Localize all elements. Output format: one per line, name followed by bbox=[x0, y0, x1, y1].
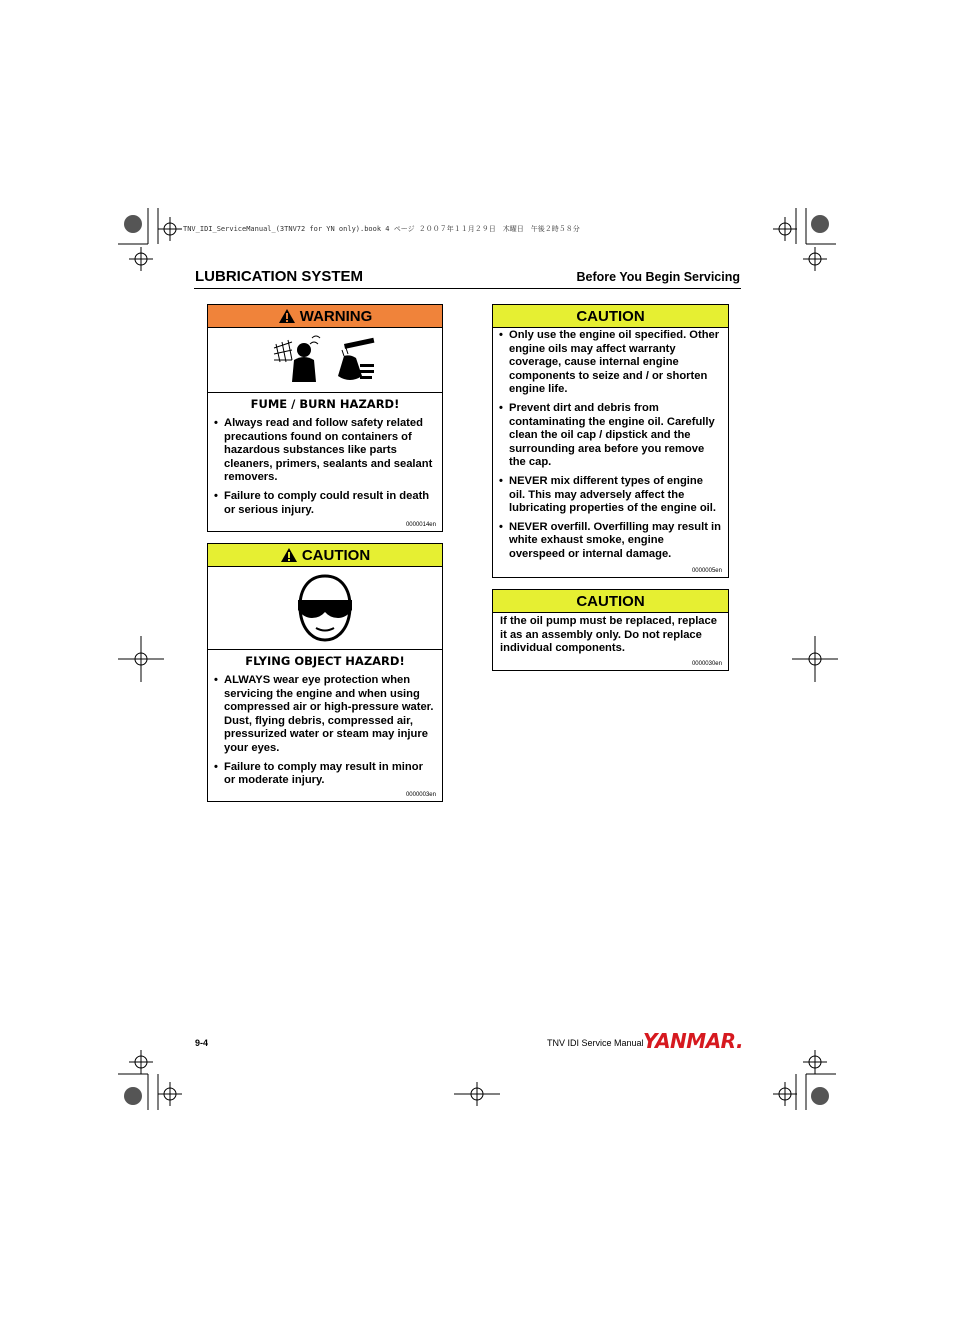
subsection-title: Before You Begin Servicing bbox=[576, 270, 740, 284]
caution-text: If the oil pump must be replaced, replace it as an assembly only. Do not replace individual components. bbox=[500, 615, 717, 655]
list-item: • NEVER overfill. Overfilling may result in white exhaust smoke, engine overspeed or internal damage. bbox=[509, 521, 722, 562]
list-item: • ALWAYS wear eye protection when servicing the engine and when using compressed air or high-pressure water. Dust, flying debris, compressed air, pressurized water or steam may injure your eyes. bbox=[224, 674, 436, 756]
caution-list bbox=[493, 329, 728, 562]
warning-box bbox=[207, 304, 443, 532]
caution-box-oil-pump bbox=[492, 589, 729, 671]
page-number: 9-4 bbox=[195, 1038, 209, 1048]
fume-burn-hazard-icon bbox=[270, 334, 380, 386]
warning-list bbox=[208, 417, 442, 517]
alert-triangle-icon bbox=[278, 308, 296, 324]
header-rule bbox=[194, 288, 741, 289]
fume-burn-pictogram bbox=[208, 328, 442, 393]
list-item: • Failure to comply may result in minor or moderate injury. bbox=[224, 761, 436, 788]
caution-box-engine-oil bbox=[492, 304, 729, 578]
section-title: LUBRICATION SYSTEM bbox=[195, 268, 364, 285]
safety-goggles-icon bbox=[296, 572, 354, 644]
hazard-title: FLYING OBJECT HAZARD! bbox=[245, 654, 405, 668]
list-item: • Prevent dirt and debris from contaminating the engine oil. Carefully clean the oil cap / dipstick and the surrounding area before you remove the cap. bbox=[509, 402, 722, 470]
caution-bar bbox=[493, 305, 728, 328]
list-item: • Always read and follow safety related precautions found on containers of hazardous substances like parts cleaners, primers, sealants and sealant removers. bbox=[224, 417, 436, 485]
eye-protection-pictogram bbox=[208, 567, 442, 650]
caution-list bbox=[208, 674, 442, 788]
warning-bar bbox=[208, 305, 442, 328]
caution-bar bbox=[208, 544, 442, 567]
caution-box-flying-object bbox=[207, 543, 443, 802]
message-code: 0000003en bbox=[405, 792, 436, 798]
warning-label: WARNING bbox=[299, 307, 373, 325]
message-code: 0000005en bbox=[691, 568, 722, 574]
caution-bar bbox=[493, 590, 728, 613]
list-item: • Failure to comply could result in death or serious injury. bbox=[224, 490, 436, 517]
yanmar-logo: YANMAR. bbox=[643, 1029, 744, 1053]
list-item: • NEVER mix different types of engine oil. This may adversely affect the lubricating properties of the engine oil. bbox=[509, 475, 722, 516]
book-meta-line: TNV_IDI_ServiceManual_(3TNV72 for YN only).book 4 ページ ２００７年１１月２９日 木曜日 午後２時５８分 bbox=[183, 225, 580, 233]
caution-label: CAUTION bbox=[576, 592, 645, 610]
message-code: 0000030en bbox=[691, 661, 722, 667]
caution-label: CAUTION bbox=[301, 546, 371, 564]
alert-triangle-icon bbox=[280, 547, 298, 563]
hazard-title: FUME / BURN HAZARD! bbox=[250, 397, 400, 411]
message-code: 0000014en bbox=[405, 522, 436, 528]
list-item: • Only use the engine oil specified. Other engine oils may affect warranty coverage, cause internal engine components to seize and / or shorten engine life. bbox=[509, 329, 722, 397]
caution-label: CAUTION bbox=[576, 307, 645, 325]
manual-name: TNV IDI Service Manual bbox=[547, 1038, 644, 1048]
